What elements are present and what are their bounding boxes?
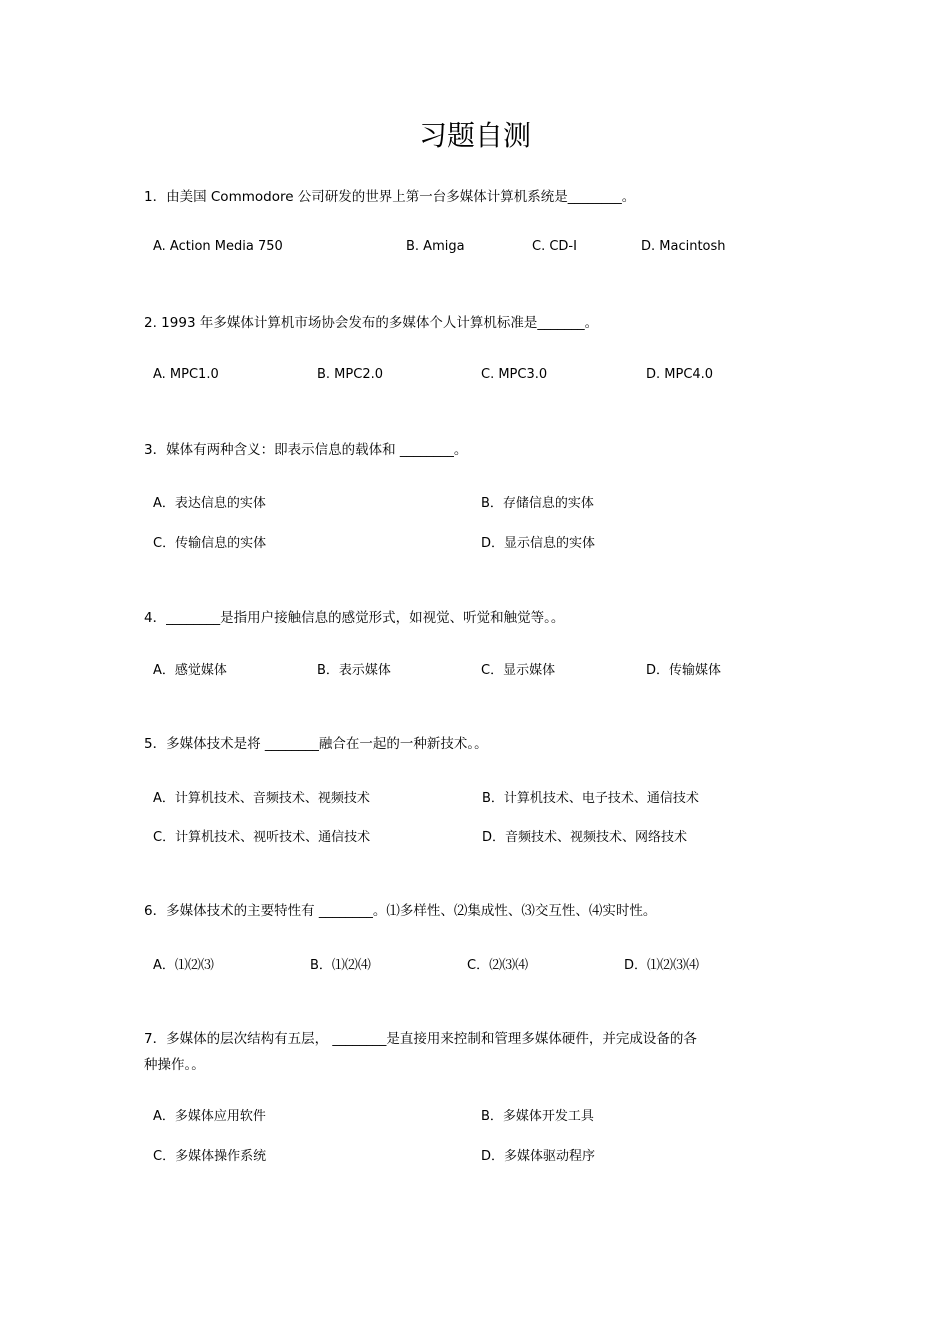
q1-option-d: D. Macintosh bbox=[641, 239, 726, 254]
page-title: 习题自测 bbox=[418, 119, 531, 152]
question-4: 4．________是指用户接触信息的感觉形式，如视觉、听觉和触觉等。。 bbox=[144, 610, 565, 626]
q4-option-b: B．表示媒体 bbox=[317, 663, 391, 678]
q3-option-b: B．存储信息的实体 bbox=[481, 496, 594, 511]
q7-option-c: C．多媒体操作系统 bbox=[153, 1149, 267, 1164]
q6-option-a: A．⑴⑵⑶ bbox=[153, 958, 214, 973]
question-6: 6．多媒体技术的主要特性有 ________。⑴多样性、⑵集成性、⑶交互性、⑷实时性。 bbox=[144, 903, 657, 919]
q7-option-d: D．多媒体驱动程序 bbox=[481, 1149, 596, 1164]
q7-option-a: A．多媒体应用软件 bbox=[153, 1109, 266, 1124]
q3-option-a: A．表达信息的实体 bbox=[153, 496, 266, 511]
q7-option-b: B．多媒体开发工具 bbox=[481, 1109, 594, 1124]
q3-option-d: D．显示信息的实体 bbox=[481, 536, 596, 551]
question-1: 1．由美国 Commodore 公司研发的世界上第一台多媒体计算机系统是________。 bbox=[144, 189, 636, 205]
question-3: 3．媒体有两种含义：即表示信息的载体和 ________。 bbox=[144, 442, 468, 458]
question-7: 7．多媒体的层次结构有五层， ________是直接用来控制和管理多媒体硬件，并完成设备的各种操作。。 bbox=[144, 1031, 697, 1073]
q3-option-c: C．传输信息的实体 bbox=[153, 536, 267, 551]
q2-option-c: C. MPC3.0 bbox=[481, 367, 548, 382]
q2-option-b: B. MPC2.0 bbox=[317, 367, 383, 382]
q5-option-d: D．音频技术、视频技术、网络技术 bbox=[482, 830, 688, 845]
q1-option-a: A. Action Media 750 bbox=[153, 239, 283, 254]
question-5: 5．多媒体技术是将 ________融合在一起的一种新技术。。 bbox=[144, 736, 488, 752]
q2-option-d: D. MPC4.0 bbox=[646, 367, 714, 382]
q5-option-a: A．计算机技术、音频技术、视频技术 bbox=[153, 791, 370, 806]
q1-option-b: B. Amiga bbox=[406, 239, 465, 254]
q4-option-a: A．感觉媒体 bbox=[153, 663, 227, 678]
q6-option-b: B．⑴⑵⑷ bbox=[310, 958, 371, 973]
question-2: 2. 1993 年多媒体计算机市场协会发布的多媒体个人计算机标准是_______。 bbox=[144, 315, 599, 331]
q4-option-c: C．显示媒体 bbox=[481, 663, 556, 678]
q5-option-b: B．计算机技术、电子技术、通信技术 bbox=[482, 791, 699, 806]
q1-option-c: C. CD-I bbox=[532, 239, 577, 254]
q4-option-d: D．传输媒体 bbox=[646, 663, 722, 678]
q5-option-c: C．计算机技术、视听技术、通信技术 bbox=[153, 830, 371, 845]
q2-option-a: A. MPC1.0 bbox=[153, 367, 219, 382]
q6-option-c: C．⑵⑶⑷ bbox=[467, 958, 529, 973]
q6-option-d: D．⑴⑵⑶⑷ bbox=[624, 958, 700, 973]
